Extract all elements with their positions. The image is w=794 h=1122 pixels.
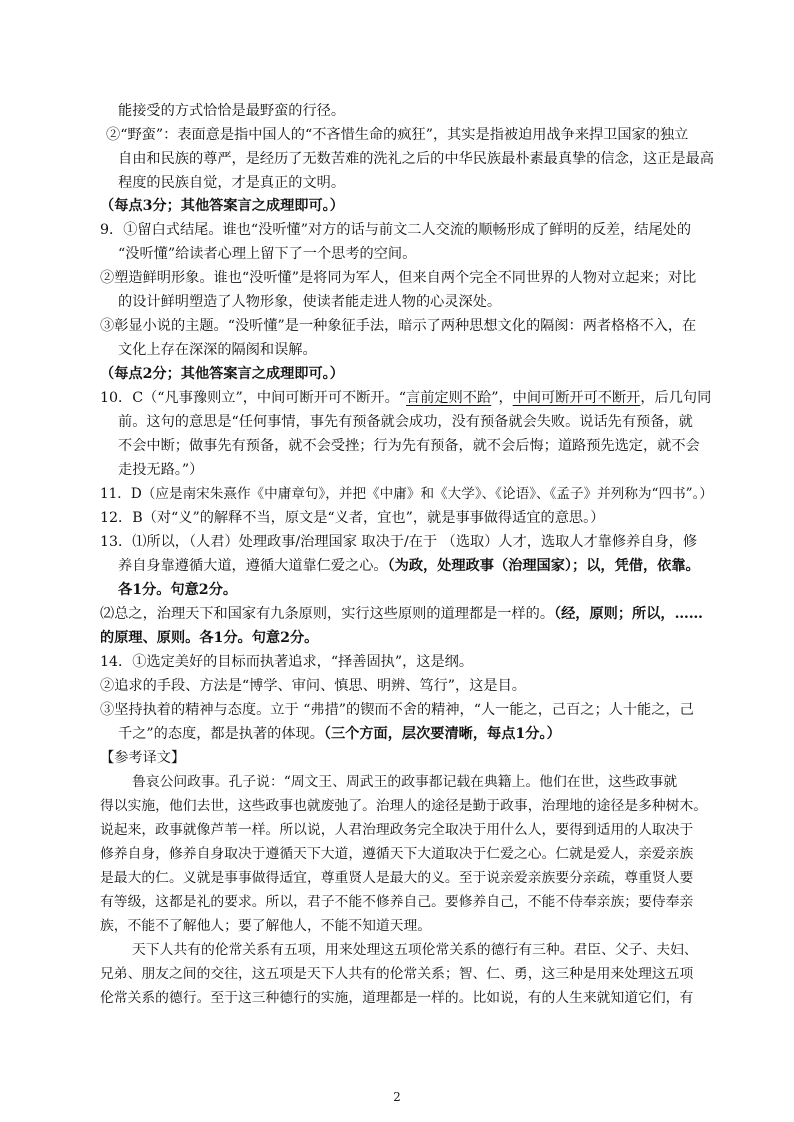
text-segment: ，后几句同 [640,390,712,406]
text-segment: ”， [491,390,513,406]
text-line [118,556,700,576]
page-number: 2 [393,1090,401,1104]
text-line: 文化上存在深深的隔阂和误解。 [118,342,317,358]
text-line: 走投无路。”） [118,462,204,478]
text-line: 的设计鲜明塑造了人物形象，使读者能走进人物的心灵深处。 [118,294,502,310]
translation-line: 有等级，这都是礼的要求。所以，君子不能不修养自己。要修养自己，不能不侍奉亲族；要侍奉亲 [100,894,694,910]
answer-12-line: 12．B（对“义”的解释不当，原文是“义者，宜也”，就是事事做得适宜的意思。） [100,510,605,526]
text-line: 自由和民族的尊严，是经历了无数苦难的洗礼之后的中华民族最朴素最真挚的信念，这正是最高 [118,151,714,167]
text-line: 能接受的方式恰恰是最野蛮的行径。 [118,103,346,119]
text-segment: 千之”的态度，都是执著的体现。 [118,726,324,742]
underlined-phrase: 中间可断开可不断开 [512,390,641,406]
text-line: ②塑造鲜明形象。谁也“没听懂”是将同为军人，但来自两个完全不同世界的人物对立起来；对比 [100,270,697,286]
scoring-note: （三个方面，层次要清晰，每点1分。） [323,726,561,742]
answer-11-line: 11．D（应是南宋朱熹作《中庸章句》，并把《中庸》和《大学》、《论语》、《孟子》并列称为“四书”。） [100,486,714,502]
text-line: 前。这句的意思是“任何事情，事先有预备就会成功，没有预备就会失败。说话先有预备，就 [118,414,693,430]
scoring-note: （每点3分；其他答案言之成理即可。） [100,198,344,214]
text-line: ③彰显小说的主题。“没听懂”是一种象征手法，暗示了两种思想文化的隔阂：两者格格不入，在 [100,318,697,334]
translation-line: 鲁哀公问政事。孔子说：“周文王、周武王的政事都记载在典籍上。他们在世，这些政事就 [132,774,678,790]
text-line [100,604,703,624]
text-segment: 10．C（“凡事豫则立”，中间可断开可不断开。“ [100,390,407,406]
scoring-note: （为政，处理政事（治理国家）；以，凭借，依靠。 [387,558,700,574]
scoring-note: 的原理、原则。各1分。句意2分。 [100,630,319,646]
answer-9-line: 9．①留白式结尾。谁也“没听懂”对方的话与前文二人交流的顺畅形成了鲜明的反差，结尾处的 [100,222,692,238]
translation-line: 是最大的仁。义就是事事做得适宜，尊重贤人是最大的义。至于说亲爱亲族要分亲疏，尊重贤人要 [100,870,694,886]
answer-13-line: 13．⑴所以，（人君）处理政事/治理国家 取决于/在于 （选取）人才，选取人才靠修养自身，修 [100,534,698,550]
translation-line: 修养自身，修养自身取决于遵循天下大道，遵循天下大道取决于仁爱之心。仁就是爱人，亲爱亲族 [100,846,694,862]
answer-14-line: 14．①选定美好的目标而执著追求，“择善固执”，这是纲。 [100,654,474,670]
translation-line: 天下人共有的伦常关系有五项，用来处理这五项伦常关系的德行有三种。君臣、父子、夫妇、 [132,942,698,958]
translation-line: 得以实施，他们去世，这些政事也就废弛了。治理人的途径是勤于政事，治理地的途径是多种树木。 [100,798,708,814]
text-segment: ⑵总之，治理天下和国家有九条原则，实行这些原则的道理都是一样的。 [100,606,555,622]
scoring-note: 各1分。句意2分。 [118,582,238,598]
text-line: “没听懂”给读者心理上留下了一个思考的空间。 [118,246,417,262]
text-line: ③坚持执着的精神与态度。立于 “弗措”的锲而不舍的精神，“人一能之，己百之；人十能之，己 [100,702,694,718]
translation-line: 伦常关系的德行。至于这三种德行的实施，道理都是一样的。比如说，有的人生来就知道它们，有 [100,990,694,1006]
translation-line: 说起来，政事就像芦苇一样。所以说，人君治理政务完全取决于用什么人，要得到适用的人取决于 [100,822,694,838]
translation-line: 族，不能不了解他人；要了解他人，不能不知道天理。 [100,918,432,934]
underlined-phrase: 言前定则不跲 [406,390,492,406]
text-line: 程度的民族自觉，才是真正的文明。 [118,175,346,191]
scoring-note: （经，原则；所以，…… [554,606,703,622]
answer-10-line [100,388,711,408]
text-line [118,724,561,744]
text-line: ②追求的手段、方法是“博学、审问、慎思、明辨、笃行”，这是目。 [100,678,526,694]
scoring-note: （每点2分；其他答案言之成理即可。） [100,366,344,382]
text-segment: 养自身靠遵循大道，遵循大道靠仁爱之心。 [118,558,388,574]
section-heading: 【参考译文】 [100,750,186,766]
text-line: ②“野蛮”：表面意是指中国人的“不吝惜生命的疯狂”，其实是指被迫用战争来捍卫国家的独立 [106,127,689,143]
translation-line: 兄弟、朋友之间的交往，这五项是天下人共有的伦常关系；智、仁、勇，这三种是用来处理这五项 [100,966,694,982]
text-line: 不会中断；做事先有预备，就不会受挫；行为先有预备，就不会后悔；道路预先选定，就不会 [118,438,700,454]
